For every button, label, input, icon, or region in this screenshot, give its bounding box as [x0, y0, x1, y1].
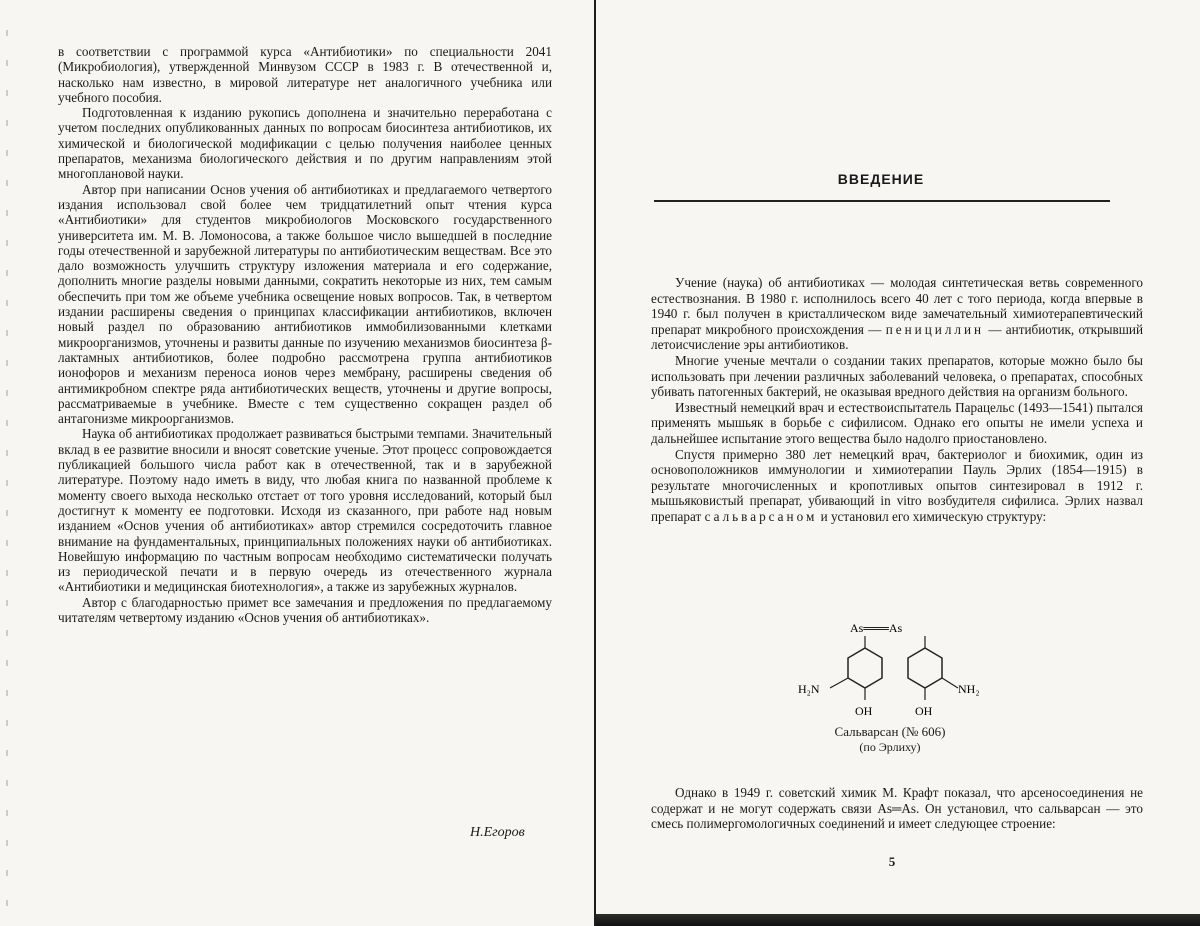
preface-paragraph: Наука об антибиотиках продолжает развиваться быстрыми темпами. Значительный вклад в ее развитие вносили и вносят советские ученые. Этот процесс сопровождается публикацией большого числа работ как в отечественной, так и в зарубежной литературе. Поэтому надо иметь в виду, что любая книга по названной проблеме к моменту своего выхода несколько отстает от того уровня исследований, который был достигнут к моменту ее подготовки. Исходя из сказанного, при работе над новым изданием «Основ учения об антибиотиках» автор стремился сосредоточить главное внимание на фундаментальных, принципиальных положениях науки об антибиотиках. Новейшую информацию по частным вопросам необходимо систематически получать из периодической печати и в первую очередь из отечественного журнала «Антибиотики и медицинская биотехнология», а также из зарубежных журналов. [58, 426, 552, 595]
salvarsan-term: сальварсаном [704, 508, 818, 524]
chapter-heading: ВВЕДЕНИЕ [837, 171, 925, 187]
preface-text [58, 44, 552, 625]
amino-group-right: NH₂ [958, 682, 980, 696]
intro-paragraph: Многие ученые мечтали о создании таких препаратов, которые можно было бы использовать при лечении различных заболеваний человека, о препаратах, способных убивать патогенных бактерий, не оказывая вредного действия на организм больного. [651, 352, 1143, 400]
left-page [0, 0, 596, 926]
intro-text-part: — антибиотик, открывший летоисчисление эры антибиотиков. [651, 321, 1144, 353]
preface-paragraph: в соответствии с программой курса «Антибиотики» по специальности 2041 (Микробиология), утвержденной Минвузом СССР в 1983 г. В отечественной и, насколько нам известно, в мировой литературе нет аналогичного учебника или учебного пособия. [58, 44, 552, 105]
page-number: 5 [888, 854, 896, 869]
formula-caption-note: (по Эрлиху) [859, 740, 921, 754]
preface-paragraph: Автор с благодарностью примет все замечания и предложения по предлагаемому читателям четвертому изданию «Основ учения об антибиотиках». [58, 594, 552, 625]
preface-paragraph: Автор при написании Основ учения об антибиотиках и предлагаемого четвертого издания использовал свой более чем тридцатилетний опыт чтения курса «Антибиотики» для студентов микробиологов Московского государственного университета им. М. В. Ломоносова, а также большое число вышедшей в последние годы отечественной и зарубежной литературы по антибиотическим веществам. Все это дало возможность улучшить структуру изложения материала и его содержание, дополнить многие разделы новыми данными, сократить некоторые из них, тем самым обеспечить при том же объеме учебника освещение новых вопросов. Так, в четвертом издании расширены сведения о принципах классификации антибиотиков, включен новый раздел по образованию антибиотиков иммобилизованными клетками микроорганизмов, уточнены и развиты данные по изучению механизмов биосинтеза β-лактамных антибиотиков, более подробно рассмотрена группа антибиотиков ионофоров и механизм переноса ионов через мембрану, расширены сведения об антимикробном спектре ряда антибиотических веществ, уточнены и другие вопросы, рассматриваемые в учебнике. Вместе с тем существенно сокращен раздел об антагонизме микроорганизмов. [58, 181, 552, 427]
page-bottom-edge [596, 914, 1200, 926]
bond-line [830, 678, 848, 688]
page-edge-mark [6, 30, 8, 910]
formula-caption: Сальварсан (№ 606) [834, 724, 946, 739]
introduction-text [651, 275, 1143, 525]
author-signature: Н.Егоров [470, 825, 525, 840]
intro-paragraph [651, 275, 1143, 353]
intro-paragraph: Однако в 1949 г. советский химик М. Крафт показал, что арсеносоединения не содержат и не могут содержать связи As═As. Он установил, что сальварсан — это смесь полимергомологичных соединений и имеет следующее строение: [651, 785, 1143, 832]
hydroxyl-group-right: OH [915, 704, 933, 718]
intro-text-part: Учение (наука) об антибиотиках — молодая синтетическая ветвь современного естествознания. В 1980 г. исполнилось всего 40 лет с того периода, когда впервые в 1940 г. был получен в кристаллическом виде замечательный химиотерапевтический препарат микробного происхождения — [651, 275, 1143, 337]
benzene-ring-right [908, 648, 942, 688]
introduction-continued [651, 785, 1143, 832]
salvarsan-structure-formula [790, 620, 1000, 730]
intro-paragraph [651, 447, 1143, 525]
amino-group-left: H₂N [798, 682, 820, 696]
heading-rule [654, 200, 1110, 202]
intro-paragraph: Известный немецкий врач и естествоиспытатель Парацельс (1493—1541) пытался применять мышьяк в борьбе с сифилисом. Однако его опыты не имели успеха и дальнейшее испытание этого вещества было надолго приостановлено. [651, 399, 1143, 446]
intro-text-part: и установил его химическую структуру: [820, 508, 1047, 524]
penicillin-term: пенициллин [885, 321, 985, 337]
bond-line [942, 678, 958, 688]
benzene-ring-left [848, 648, 882, 688]
formula-as-bond: As═══As [850, 621, 903, 635]
intro-text-part: Спустя примерно 380 лет немецкий врач, бактериолог и биохимик, один из основоположников иммунологии и химиотерапии Пауль Эрлих (1854—1915) в результате многочисленных и кропотливых опытов синтезировал в 1912 г. мышьяковистый препарат, убивающий in vitro возбудителя сифилиса. Эрлих назвал препарат [651, 446, 1143, 524]
preface-paragraph: Подготовленная к изданию рукопись дополнена и значительно переработана с учетом последних опубликованных данных по вопросам биосинтеза антибиотиков, их химической и биологической модификации с целью получения наиболее ценных препаратов, механизма биологического действия и по другим направлениям этой многоплановой науки. [58, 105, 552, 182]
hydroxyl-group-left: OH [855, 704, 873, 718]
